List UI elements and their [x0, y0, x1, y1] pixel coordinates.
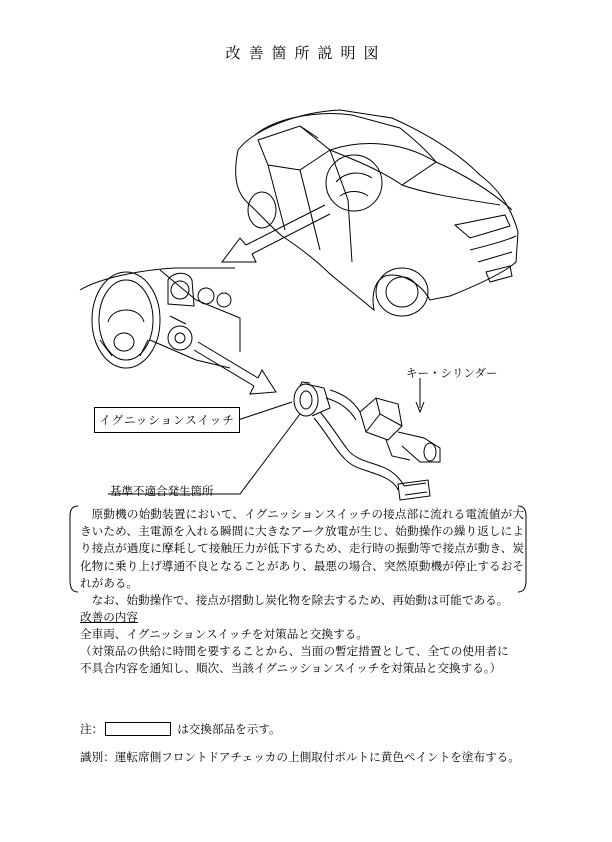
defect-location-label: 基準不適合発生箇所	[110, 484, 214, 498]
switch-pointer	[238, 402, 292, 420]
description-paragraph-2: なお、始動操作で、接点が摺動し炭化物を除去するため、再始動は可能である。	[91, 593, 509, 608]
improvement-heading: 改善の内容	[80, 610, 138, 624]
replacement-part-box	[105, 722, 171, 736]
improvement-line-1: 全車両、イグニッションスイッチを対策品と交換する。	[80, 627, 368, 641]
description-paragraph-1: 原動機の始動装置において、イグニッションスイッチの接点部に流れる電流値が大きいため、主電源を入れる瞬間に大きなアーク放電が生じ、始動操作の繰り返しにより接点が過度に摩耗して接触圧力が低下するため、走行時の振動等で接点が動き、炭化物に乗り上げ導通不良となることがあり、最悪の場合、突然原動機が停止するおそれがある。	[80, 507, 524, 590]
note-suffix: は交換部品を示す。	[177, 722, 281, 736]
page-title: 改善箇所説明図	[225, 44, 387, 62]
car-illustration	[236, 110, 518, 316]
arrow-dash-to-switch	[194, 342, 276, 394]
key-cylinder-pointer	[416, 378, 424, 412]
ignition-assembly	[294, 382, 440, 500]
defect-description	[80, 506, 524, 609]
note-prefix: 注：	[80, 722, 104, 736]
bracket-left	[70, 506, 78, 592]
improvement-line-3: 不具合内容を通知し、順次、当該イグニッションスイッチを対策品と交換する。）	[80, 661, 502, 675]
key-cylinder-label: キー・シリンダー	[406, 366, 498, 380]
identification-note: 識別：運転席側フロントドアチェッカの上側取付ボルトに黄色ペイントを塗布する。	[80, 750, 520, 764]
improvement-line-2: （対策品の供給に時間を要することから、当面の暫定措置として、全ての使用者に	[80, 644, 509, 658]
note	[80, 721, 281, 737]
ignition-switch-label: イグニッションスイッチ	[94, 407, 240, 433]
